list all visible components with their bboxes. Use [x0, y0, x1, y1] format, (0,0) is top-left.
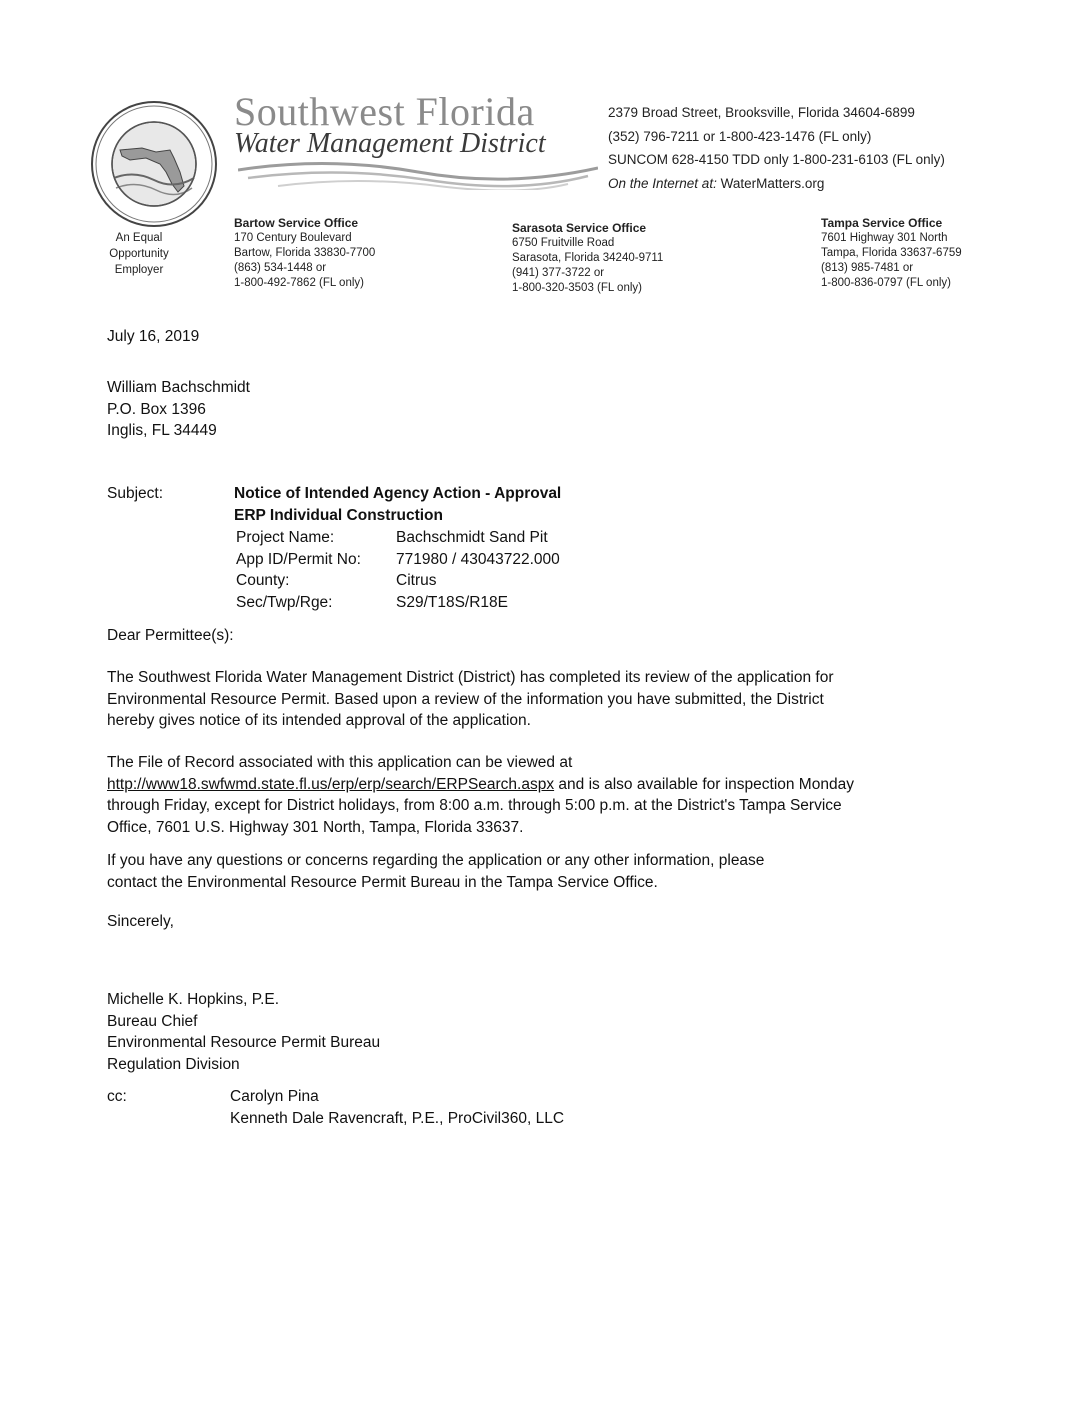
detail-value: Citrus — [396, 572, 437, 589]
subject-line: ERP Individual Construction — [234, 506, 443, 524]
letterhead-contact — [608, 101, 945, 195]
detail-label: Sec/Twp/Rge: — [236, 593, 333, 611]
office-name: Tampa Service Office — [821, 216, 943, 230]
detail-label: Project Name: — [236, 529, 335, 546]
office-sarasota — [512, 221, 663, 296]
detail-value: 771980 / 43043722.000 — [396, 550, 560, 568]
detail-row — [236, 592, 560, 614]
office-line: 6750 Fruitville Road — [512, 237, 615, 249]
paragraph-line: The Southwest Florida Water Management District (District) has completed its review of the application for — [107, 669, 834, 686]
paragraph-line-rest: and is also available for inspection Monday — [554, 775, 854, 793]
cc-recipient: Kenneth Dale Ravencraft, P.E., ProCivil360, LLC — [230, 1109, 565, 1127]
erp-search-link[interactable]: http://www18.swfwmd.state.fl.us/erp/erp/search/ERPSearch.aspx — [107, 775, 555, 793]
signature-line: Environmental Resource Permit Bureau — [107, 1034, 381, 1051]
office-bartow — [234, 216, 375, 291]
recipient-line: P.O. Box 1396 — [107, 400, 206, 418]
detail-row — [236, 549, 560, 571]
detail-row — [236, 570, 560, 592]
detail-value: S29/T18S/R18E — [396, 593, 509, 611]
eq-line: An Equal — [115, 232, 163, 244]
detail-value: Bachschmidt Sand Pit — [396, 529, 548, 546]
logo-waves-graphic — [238, 158, 598, 190]
paragraph-line: Environmental Resource Permit. Based upon a review of the information you have submitted, the District — [107, 690, 824, 708]
signature-line: Michelle K. Hopkins, P.E. — [107, 991, 280, 1008]
paragraph-line: If you have any questions or concerns regarding the application or any other information, please — [107, 852, 765, 869]
detail-label: App ID/Permit No: — [236, 550, 361, 568]
permit-details — [236, 527, 560, 613]
detail-label: County: — [236, 572, 290, 589]
internet-site: WaterMatters.org — [720, 175, 825, 191]
office-line: (813) 985-7481 or — [821, 262, 914, 274]
signature-block — [107, 989, 380, 1075]
eq-line: Employer — [114, 264, 164, 276]
office-line: Bartow, Florida 33830-7700 — [234, 247, 376, 259]
internet-line — [608, 172, 945, 196]
office-tampa — [821, 216, 962, 291]
recipient-address — [107, 377, 250, 442]
office-line: 7601 Highway 301 North — [821, 232, 948, 244]
office-line: 1-800-492-7862 (FL only) — [234, 277, 364, 289]
salutation: Dear Permittee(s): — [107, 627, 234, 644]
subject-label: Subject: — [107, 485, 164, 502]
office-line: 1-800-320-3503 (FL only) — [512, 282, 642, 294]
office-line: 170 Century Boulevard — [234, 232, 352, 244]
subject-line: Notice of Intended Agency Action - Approval — [234, 485, 562, 502]
office-line: (863) 534-1448 or — [234, 262, 327, 274]
signature-line: Bureau Chief — [107, 1012, 198, 1030]
office-name: Sarasota Service Office — [512, 221, 647, 235]
letter-date: July 16, 2019 — [107, 328, 200, 345]
closing: Sincerely, — [107, 913, 174, 930]
suncom-line: SUNCOM 628-4150 TDD only 1-800-231-6103 (FL only) — [608, 152, 945, 167]
eq-line: Opportunity — [109, 248, 169, 260]
cc-label: cc: — [107, 1088, 127, 1105]
paragraph-line — [107, 774, 854, 796]
paragraph-line: through Friday, except for District holidays, from 8:00 a.m. through 5:00 p.m. at the District's Tampa Service — [107, 797, 842, 814]
paragraph-line: The File of Record associated with this application can be viewed at — [107, 754, 573, 771]
office-line: Sarasota, Florida 34240-9711 — [512, 252, 664, 264]
district-seal-logo — [90, 100, 218, 228]
hq-address: 2379 Broad Street, Brooksville, Florida 34604-6899 — [608, 105, 915, 120]
paragraph-line: hereby gives notice of its intended approval of the application. — [107, 712, 531, 729]
internet-label: On the Internet at: — [608, 175, 717, 191]
office-line: (941) 377-3722 or — [512, 267, 605, 279]
org-name-line1: Southwest Florida — [234, 89, 535, 134]
cc-list — [230, 1086, 564, 1129]
office-line: Tampa, Florida 33637-6759 — [821, 247, 962, 259]
signature-line: Regulation Division — [107, 1055, 240, 1073]
paragraph-review — [107, 667, 834, 732]
recipient-line: Inglis, FL 34449 — [107, 422, 217, 439]
recipient-line: William Bachschmidt — [107, 379, 250, 396]
paragraph-line: Office, 7601 U.S. Highway 301 North, Tampa, Florida 33637. — [107, 818, 524, 836]
hq-phone: (352) 796-7211 or 1-800-423-1476 (FL only) — [608, 128, 872, 144]
cc-recipient: Carolyn Pina — [230, 1088, 319, 1105]
detail-row — [236, 527, 560, 549]
office-line: 1-800-836-0797 (FL only) — [821, 277, 951, 289]
subject-block — [234, 483, 561, 526]
org-name-line2: Water Management District — [234, 128, 546, 159]
equal-opportunity-note — [96, 230, 182, 278]
paragraph-line: contact the Environmental Resource Permit Bureau in the Tampa Service Office. — [107, 873, 658, 891]
paragraph-questions — [107, 850, 764, 893]
office-name: Bartow Service Office — [234, 216, 359, 230]
paragraph-file-of-record — [107, 752, 854, 838]
